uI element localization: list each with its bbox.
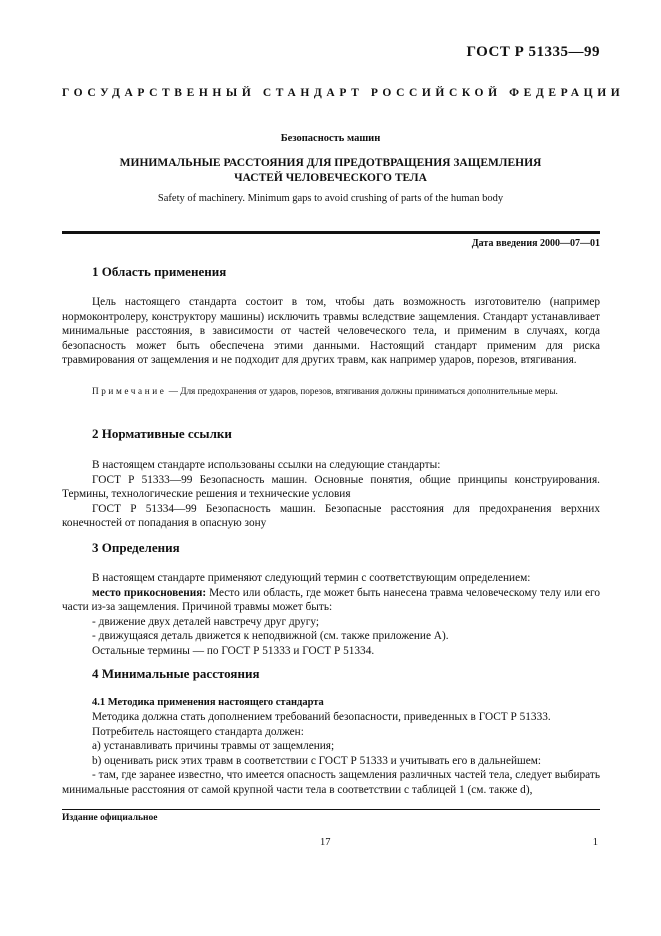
- section-1-note: [62, 385, 600, 398]
- note-text: — Для предохранения от ударов, порезов, втягивания должны приниматься дополнительные меры.: [166, 386, 558, 396]
- subject-title: Безопасность машин: [280, 133, 381, 144]
- page-number-center: 17: [320, 837, 331, 848]
- thick-divider: [62, 231, 600, 234]
- document-code: ГОСТ Р 51335—99: [466, 44, 600, 60]
- title-line-1: МИНИМАЛЬНЫЕ РАССТОЯНИЯ ДЛЯ ПРЕДОТВРАЩЕНИЯ ЗАЩЕМЛЕНИЯ: [119, 157, 542, 169]
- introduction-date: Дата введения 2000—07—01: [471, 238, 600, 249]
- other-terms: Остальные термины — по ГОСТ Р 51333 и ГОСТ Р 51334.: [92, 644, 375, 657]
- section-1-heading: 1 Область применения: [92, 264, 227, 279]
- page-number-right: 1: [592, 837, 598, 848]
- definition-paragraph: [62, 586, 600, 615]
- note-label: Примечание: [92, 386, 167, 396]
- reference-gost-51334: ГОСТ Р 51334—99 Безопасность машин. Безопасные расстояния для предохранения верхних конечностей от попадания в опасную зону: [62, 502, 600, 530]
- definition-item-1: - движение двух деталей навстречу друг другу;: [92, 615, 320, 628]
- english-title: Safety of machinery. Minimum gaps to avoid crushing of parts of the human body: [157, 193, 504, 204]
- section-4-text: [62, 710, 600, 798]
- section-2-heading: 2 Нормативные ссылки: [92, 426, 232, 441]
- method-line-2: Потребитель настоящего стандарта должен:: [92, 725, 304, 738]
- reference-gost-51333: ГОСТ Р 51333—99 Безопасность машин. Основные понятия, общие принципы конструирования. Термины, технологические решения и технические условия: [62, 473, 600, 501]
- official-edition-label: Издание официальное: [62, 813, 158, 823]
- section-2-text: [62, 458, 600, 531]
- section-1-paragraph: Цель настоящего стандарта состоит в том, чтобы дать возможность изготовителю (например нормоконтролеру, конструктору машины) исключить травмы вследствие защемления. Стандарт устанавливает минимальные расстояния, в зависимости от частей человеческого тела, и применим в случаях, когда безопасность может быть обеспечена этими данными. Настоящий стандарт применим для риска травмирования от защемления и не подходит для других травм, как например ударов, порезов, втягивания.: [62, 296, 600, 367]
- definition-item-2: - движущаяся деталь движется к неподвижной (см. также приложение А).: [92, 630, 449, 643]
- method-line-1: Методика должна стать дополнением требований безопасности, приведенных в ГОСТ Р 51333.: [92, 711, 551, 723]
- document-title: [0, 156, 661, 186]
- method-item-b-detail: - там, где заранее известно, что имеется опасность защемления различных частей тела, следует выбирать минимальные расстояния от самой крупной части тела в соответствии с таблицей 1 (см. также d),: [62, 769, 600, 796]
- section-3-heading: 3 Определения: [92, 540, 180, 555]
- method-item-b: b) оценивать риск этих травм в соответствии с ГОСТ Р 51333 и учитывать его в дальнейшем:: [92, 754, 542, 767]
- state-standard-heading: ГОСУДАРСТВЕННЫЙ СТАНДАРТ РОССИЙСКОЙ ФЕДЕРАЦИИ: [62, 87, 625, 99]
- defined-term: место прикосновения:: [92, 586, 207, 599]
- section-3-text: [62, 571, 600, 659]
- method-item-a: а) устанавливать причины травмы от защемления;: [92, 740, 335, 753]
- section-4-heading: 4 Минимальные расстояния: [92, 666, 260, 681]
- title-line-2: ЧАСТЕЙ ЧЕЛОВЕЧЕСКОГО ТЕЛА: [234, 172, 427, 184]
- section-1-text: [62, 295, 600, 368]
- references-intro: В настоящем стандарте использованы ссылки на следующие стандарты:: [92, 459, 441, 471]
- term-definition: Место или область, где может быть нанесена травма человеческому телу или его части из-за защемления. Причиной травмы может быть:: [62, 586, 600, 614]
- footer-divider: [62, 809, 600, 810]
- subsection-4-1-heading: 4.1 Методика применения настоящего стандарта: [92, 697, 324, 708]
- definitions-intro: В настоящем стандарте применяют следующий термин с соответствующим определением:: [92, 572, 531, 584]
